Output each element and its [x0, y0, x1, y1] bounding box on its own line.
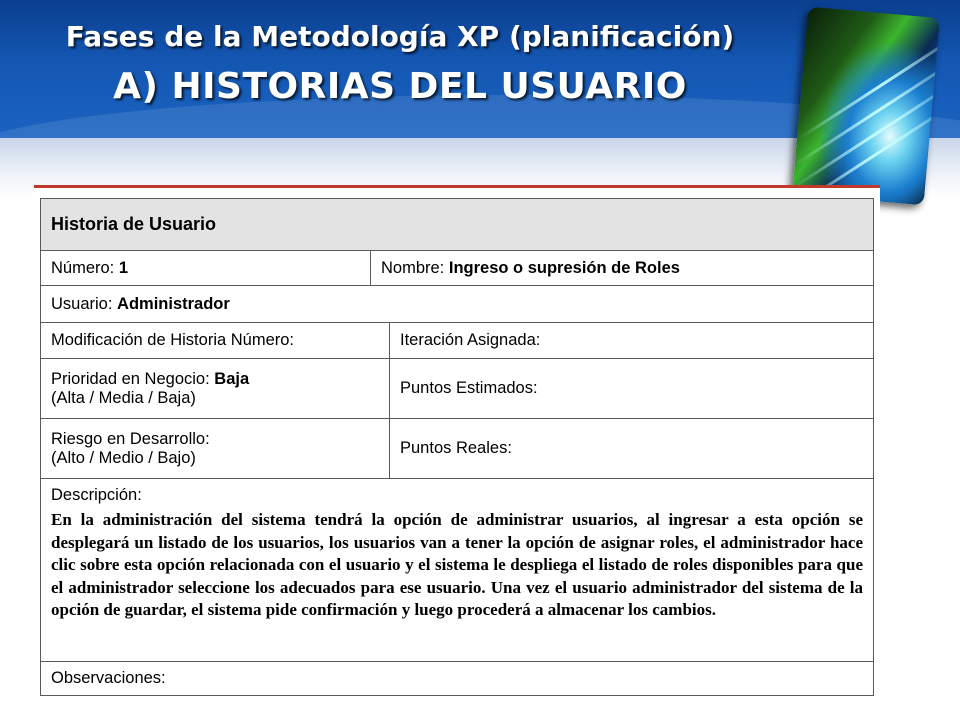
table-row [41, 479, 874, 662]
riesgo-options: (Alto / Medio / Bajo) [51, 448, 196, 467]
usuario-label: Usuario: [51, 294, 113, 313]
numero-value: 1 [118, 258, 129, 277]
numero-label: Número: [51, 258, 115, 277]
slide-title: Fases de la Metodología XP (planificación) [65, 20, 735, 53]
nombre-label: Nombre: [381, 258, 445, 277]
riesgo-label: Riesgo en Desarrollo: [51, 429, 210, 448]
iteracion-label: Iteración Asignada: [390, 323, 874, 359]
table-row [41, 662, 874, 696]
nombre-value: Ingreso o supresión de Roles [448, 258, 680, 277]
descripcion-label: Descripción: [51, 486, 142, 504]
puntos-reales-label: Puntos Reales: [390, 419, 874, 479]
table-row [41, 251, 874, 286]
prioridad-value: Baja [214, 369, 250, 388]
story-heading: Historia de Usuario [41, 199, 874, 251]
descripcion-text: En la administración del sistema tendrá la opción de administrar usuarios, al ingresar a esta opción se desplegará un listado de los usuarios, los usuarios van a tener la opción de asignar roles, el administrador hace clic sobre esta opción relacionada con el usuario y el sistema le despliega el listado de roles disponibles para que el administrador seleccione los adecuados para ese usuario. Una vez el usuario administrador del sistema de la opción de guardar, el sistema pide confirmación y luego procederá a almacenar los cambios. [51, 510, 863, 619]
light-streak-logo-image [792, 7, 940, 206]
nombre-cell [371, 251, 874, 286]
slide-subtitle: A) HISTORIAS DEL USUARIO [113, 66, 687, 107]
table-row [41, 286, 874, 323]
card-accent-line [34, 185, 880, 188]
table-row [41, 359, 874, 419]
descripcion-cell [41, 479, 874, 662]
user-story-table [40, 198, 874, 696]
table-row [41, 323, 874, 359]
puntos-estimados-label: Puntos Estimados: [390, 359, 874, 419]
numero-cell [41, 251, 371, 286]
observaciones-label: Observaciones: [41, 662, 874, 696]
prioridad-cell [41, 359, 390, 419]
prioridad-options: (Alta / Media / Baja) [51, 388, 196, 407]
table-row [41, 419, 874, 479]
table-row [41, 199, 874, 251]
riesgo-cell [41, 419, 390, 479]
usuario-value: Administrador [117, 294, 230, 313]
modificacion-label: Modificación de Historia Número: [41, 323, 390, 359]
usuario-cell [41, 286, 874, 323]
prioridad-label: Prioridad en Negocio: [51, 369, 210, 388]
